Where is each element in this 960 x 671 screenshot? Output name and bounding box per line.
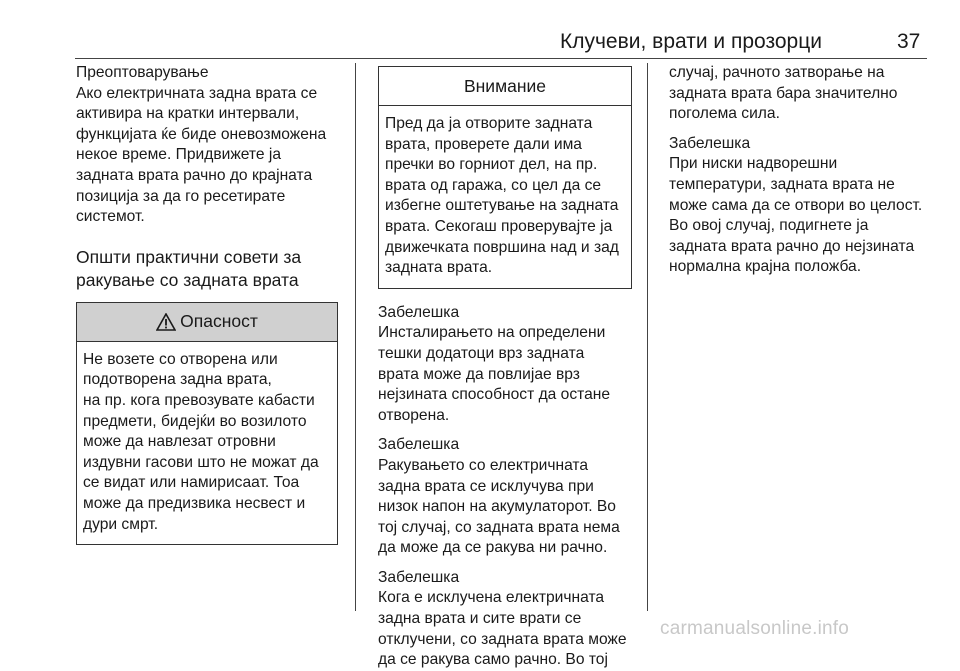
text-line: може да предизвика несвест и	[83, 494, 306, 512]
text-line: Пред да ја отворите задната	[385, 115, 593, 132]
text-line: задната врата рачно до крајната	[76, 166, 313, 184]
text-line: активира на кратки интервали,	[76, 105, 300, 123]
text-line: тој случај, со задната врата нема	[378, 518, 620, 536]
column-divider-right	[647, 63, 648, 611]
text-line: задната врата.	[385, 259, 493, 277]
note-block	[669, 134, 927, 278]
text-line: нормална крајна положба.	[669, 258, 862, 276]
note-label: Забелешка	[669, 134, 751, 152]
text-line: отворена.	[378, 406, 450, 424]
text-line: може да навлезат отровни	[83, 433, 276, 451]
text-line: на пр. кога превозувате кабасти	[83, 391, 315, 409]
text-line: некое време. Придвижете ја	[76, 146, 282, 164]
caution-box-body	[379, 106, 631, 288]
danger-box-header	[77, 303, 337, 342]
text-line: поголема сила.	[669, 105, 780, 123]
text-line: да се ракува само рачно. Во тој	[378, 651, 608, 669]
text-line: системот.	[76, 208, 145, 226]
column-3	[669, 63, 927, 278]
text-line: позиција за да го ресетирате	[76, 187, 286, 205]
text-line: дури смрт.	[83, 515, 159, 533]
text-line: избегне оштетување на задната	[385, 197, 619, 215]
text-line: подотворена задна врата,	[83, 371, 272, 389]
danger-box-body	[77, 342, 337, 544]
text-line: се видат или намирисаат. Тоа	[83, 474, 300, 492]
text-line: предмети, бидејќи во возилото	[83, 412, 307, 430]
text-line: Ако електричната задна врата се	[76, 84, 318, 102]
danger-box-title: Опасност	[180, 311, 258, 332]
overload-heading: Преоптоварување	[76, 64, 209, 81]
note-label: Забелешка	[378, 303, 460, 321]
header-title: Клучеви, врати и прозорци	[560, 30, 822, 53]
text-line: издувни гасови што не можат да	[83, 453, 319, 471]
caution-box-header	[379, 67, 631, 106]
text-line: врата, проверете дали има	[385, 135, 582, 153]
column-1	[76, 63, 338, 545]
header-rule	[75, 58, 927, 59]
text-line: При ниски надворешни	[669, 155, 838, 173]
note-block	[378, 568, 632, 671]
text-line: задната врата бара значително	[669, 84, 898, 102]
section-heading	[76, 246, 338, 292]
text-line: случај, рачното затворање на	[669, 64, 885, 81]
text-line: низок напон на акумулаторот. Во	[378, 498, 616, 516]
text-line: Не возете со отворена или	[83, 350, 278, 368]
text-line: задната врата рачно до нејзината	[669, 237, 915, 255]
text-line: отклучени, со задната врата може	[378, 630, 627, 648]
text-line: тешки додатоци врз задната	[378, 344, 585, 362]
text-line: може сама да се отвори во целост.	[669, 196, 923, 214]
text-line: врата од гаража, со цел да се	[385, 176, 602, 194]
text-line: пречки во горниот дел, на пр.	[385, 156, 598, 174]
note-block	[378, 303, 632, 427]
text-line: нејзината способност да остане	[378, 386, 611, 404]
caution-box	[378, 66, 632, 289]
text-line: движечката површина над и зад	[385, 238, 619, 256]
caution-box-title: Внимание	[463, 75, 547, 96]
text-line: функцијата ќе биде оневозможена	[76, 125, 327, 143]
watermark: carmanualsonline.info	[660, 618, 850, 639]
note-label: Забелешка	[378, 436, 460, 454]
section-heading-line: Општи практични совети за	[76, 246, 302, 267]
column-divider-left	[355, 63, 356, 611]
note-label: Забелешка	[378, 568, 460, 586]
section-heading-line: ракување со задната врата	[76, 269, 299, 290]
text-line: задна врата и сите врати се	[378, 610, 582, 628]
danger-box	[76, 302, 338, 545]
text-line: да може да се ракува ни рачно.	[378, 539, 608, 557]
warning-triangle-icon	[156, 313, 176, 331]
note-block	[378, 435, 632, 559]
overload-paragraph	[76, 84, 338, 228]
text-line: температури, задната врата не	[669, 175, 895, 193]
text-line: врата. Секогаш проверувајте ја	[385, 217, 613, 235]
text-line: задна врата се исклучува при	[378, 477, 594, 495]
page-number: 37	[897, 30, 921, 53]
text-line: врата може да повлијае врз	[378, 365, 580, 383]
column-2	[378, 66, 632, 671]
text-line: Инсталирањето на определени	[378, 324, 606, 342]
text-line: Ракувањето со електричната	[378, 456, 589, 474]
text-line: Во овој случај, подигнете ја	[669, 217, 869, 235]
text-line: Кога е исклучена електричната	[378, 589, 605, 607]
